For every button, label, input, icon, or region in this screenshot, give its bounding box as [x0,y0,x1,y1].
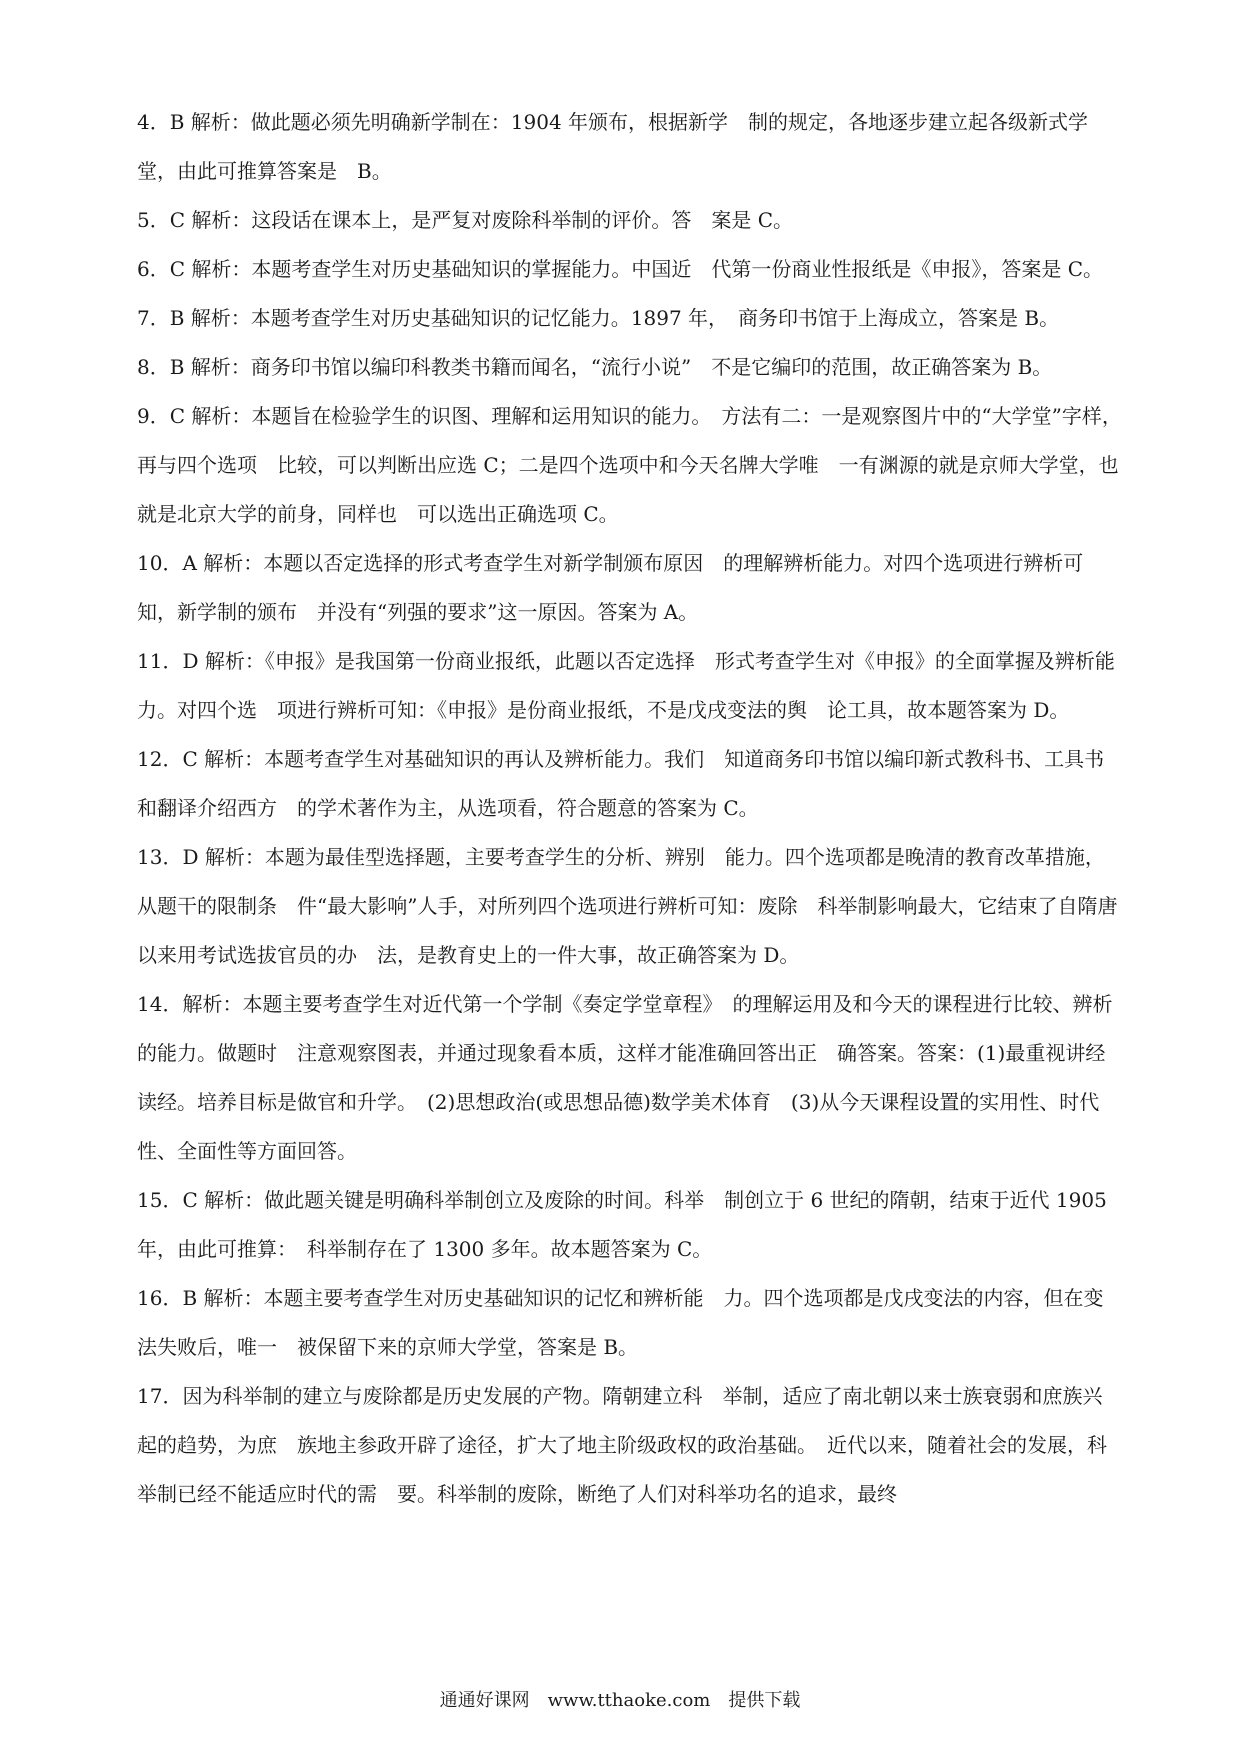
answer-6 [137,245,1122,294]
answer-13 [137,833,1122,980]
answer-text: 15．C 解析：做此题关键是明确科举制创立及废除的时间。科举 制创立于 6 世纪的隋朝，结束于近代 1905 年，由此可推算： 科举制存在了 1300 多年。故本题答案为 C。 [137,1188,1107,1261]
answer-5 [137,196,1122,245]
answer-text: 9．C 解析：本题旨在检验学生的识图、理解和运用知识的能力。 方法有二：一是观察图片中的“大学堂”字样，再与四个选项 比较，可以判断出应选 C；二是四个选项中和今天名牌大学唯 一有渊源的就是京师大学堂，也就是北京大学的前身，同样也 可以选出正确选项 C。 [137,404,1122,526]
answer-7 [137,294,1122,343]
answer-12 [137,735,1122,833]
answer-11 [137,637,1122,735]
answer-text: 7．B 解析：本题考查学生对历史基础知识的记忆能力。1897 年， 商务印书馆于上海成立，答案是 B。 [137,306,1060,330]
answer-text: 13．D 解析：本题为最佳型选择题，主要考查学生的分析、辨别 能力。四个选项都是晚清的教育改革措施，从题干的限制条 件“最大影响”人手，对所列四个选项进行辨析可知：废除 科举制影响最大，它结束了自隋唐以来用考试选拔官员的办 法，是教育史上的一件大事，故正确答案为 D。 [137,845,1118,967]
answer-text: 17．因为科举制的建立与废除都是历史发展的产物。隋朝建立科 举制，适应了南北朝以来士族衰弱和庶族兴起的趋势，为庶 族地主参政开辟了途径，扩大了地主阶级政权的政治基础。 近代以来，随着社会的发展，科举制已经不能适应时代的需 要。科举制的废除，断绝了人们对科举功名的追求，最终 [137,1384,1107,1506]
answer-8 [137,343,1122,392]
answer-14 [137,980,1122,1176]
answer-text: 16．B 解析：本题主要考查学生对历史基础知识的记忆和辨析能 力。四个选项都是戊戌变法的内容，但在变法失败后，唯一 被保留下来的京师大学堂，答案是 B。 [137,1286,1104,1359]
answer-17 [137,1372,1122,1519]
answer-15 [137,1176,1122,1274]
answer-9 [137,392,1122,539]
answer-text: 14．解析：本题主要考查学生对近代第一个学制《奏定学堂章程》 的理解运用及和今天的课程进行比较、辨析的能力。做题时 注意观察图表，并通过现象看本质，这样才能准确回答出正 确答案。答案：(1)最重视讲经读经。培养目标是做官和升学。 (2)思想政治(或思想品德)数学美术体育 (3)从今天课程设置的实用性、时代性、全面性等方面回答。 [137,992,1113,1163]
page-footer: 通通好课网 www.tthaoke.com 提供下载 [439,1690,801,1711]
answer-4 [137,98,1122,196]
answer-text: 8．B 解析：商务印书馆以编印科教类书籍而闻名，“流行小说” 不是它编印的范围，故正确答案为 B。 [137,355,1053,379]
answer-10 [137,539,1122,637]
answer-16 [137,1274,1122,1372]
answer-text: 5．C 解析：这段话在课本上，是严复对废除科举制的评价。答 案是 C。 [137,208,794,232]
answer-text: 6．C 解析：本题考查学生对历史基础知识的掌握能力。中国近 代第一份商业性报纸是《申报》，答案是 C。 [137,257,1104,281]
answer-text: 10．A 解析：本题以否定选择的形式考查学生对新学制颁布原因 的理解辨析能力。对四个选项进行辨析可知，新学制的颁布 并没有“列强的要求”这一原因。答案为 A。 [137,551,1084,624]
answer-text: 4．B 解析：做此题必须先明确新学制在：1904 年颁布，根据新学 制的规定，各地逐步建立起各级新式学堂，由此可推算答案是 B。 [137,110,1089,183]
answer-text: 11．D 解析：《申报》是我国第一份商业报纸，此题以否定选择 形式考查学生对《申报》的全面掌握及辨析能力。对四个选 项进行辨析可知：《申报》是份商业报纸，不是戊戌变法的舆 论工具，故本题答案为 D。 [137,649,1115,722]
answer-text: 12．C 解析：本题考查学生对基础知识的再认及辨析能力。我们 知道商务印书馆以编印新式教科书、工具书和翻译介绍西方 的学术著作为主，从选项看，符合题意的答案为 C。 [137,747,1105,820]
answer-explanations [137,98,1122,1519]
